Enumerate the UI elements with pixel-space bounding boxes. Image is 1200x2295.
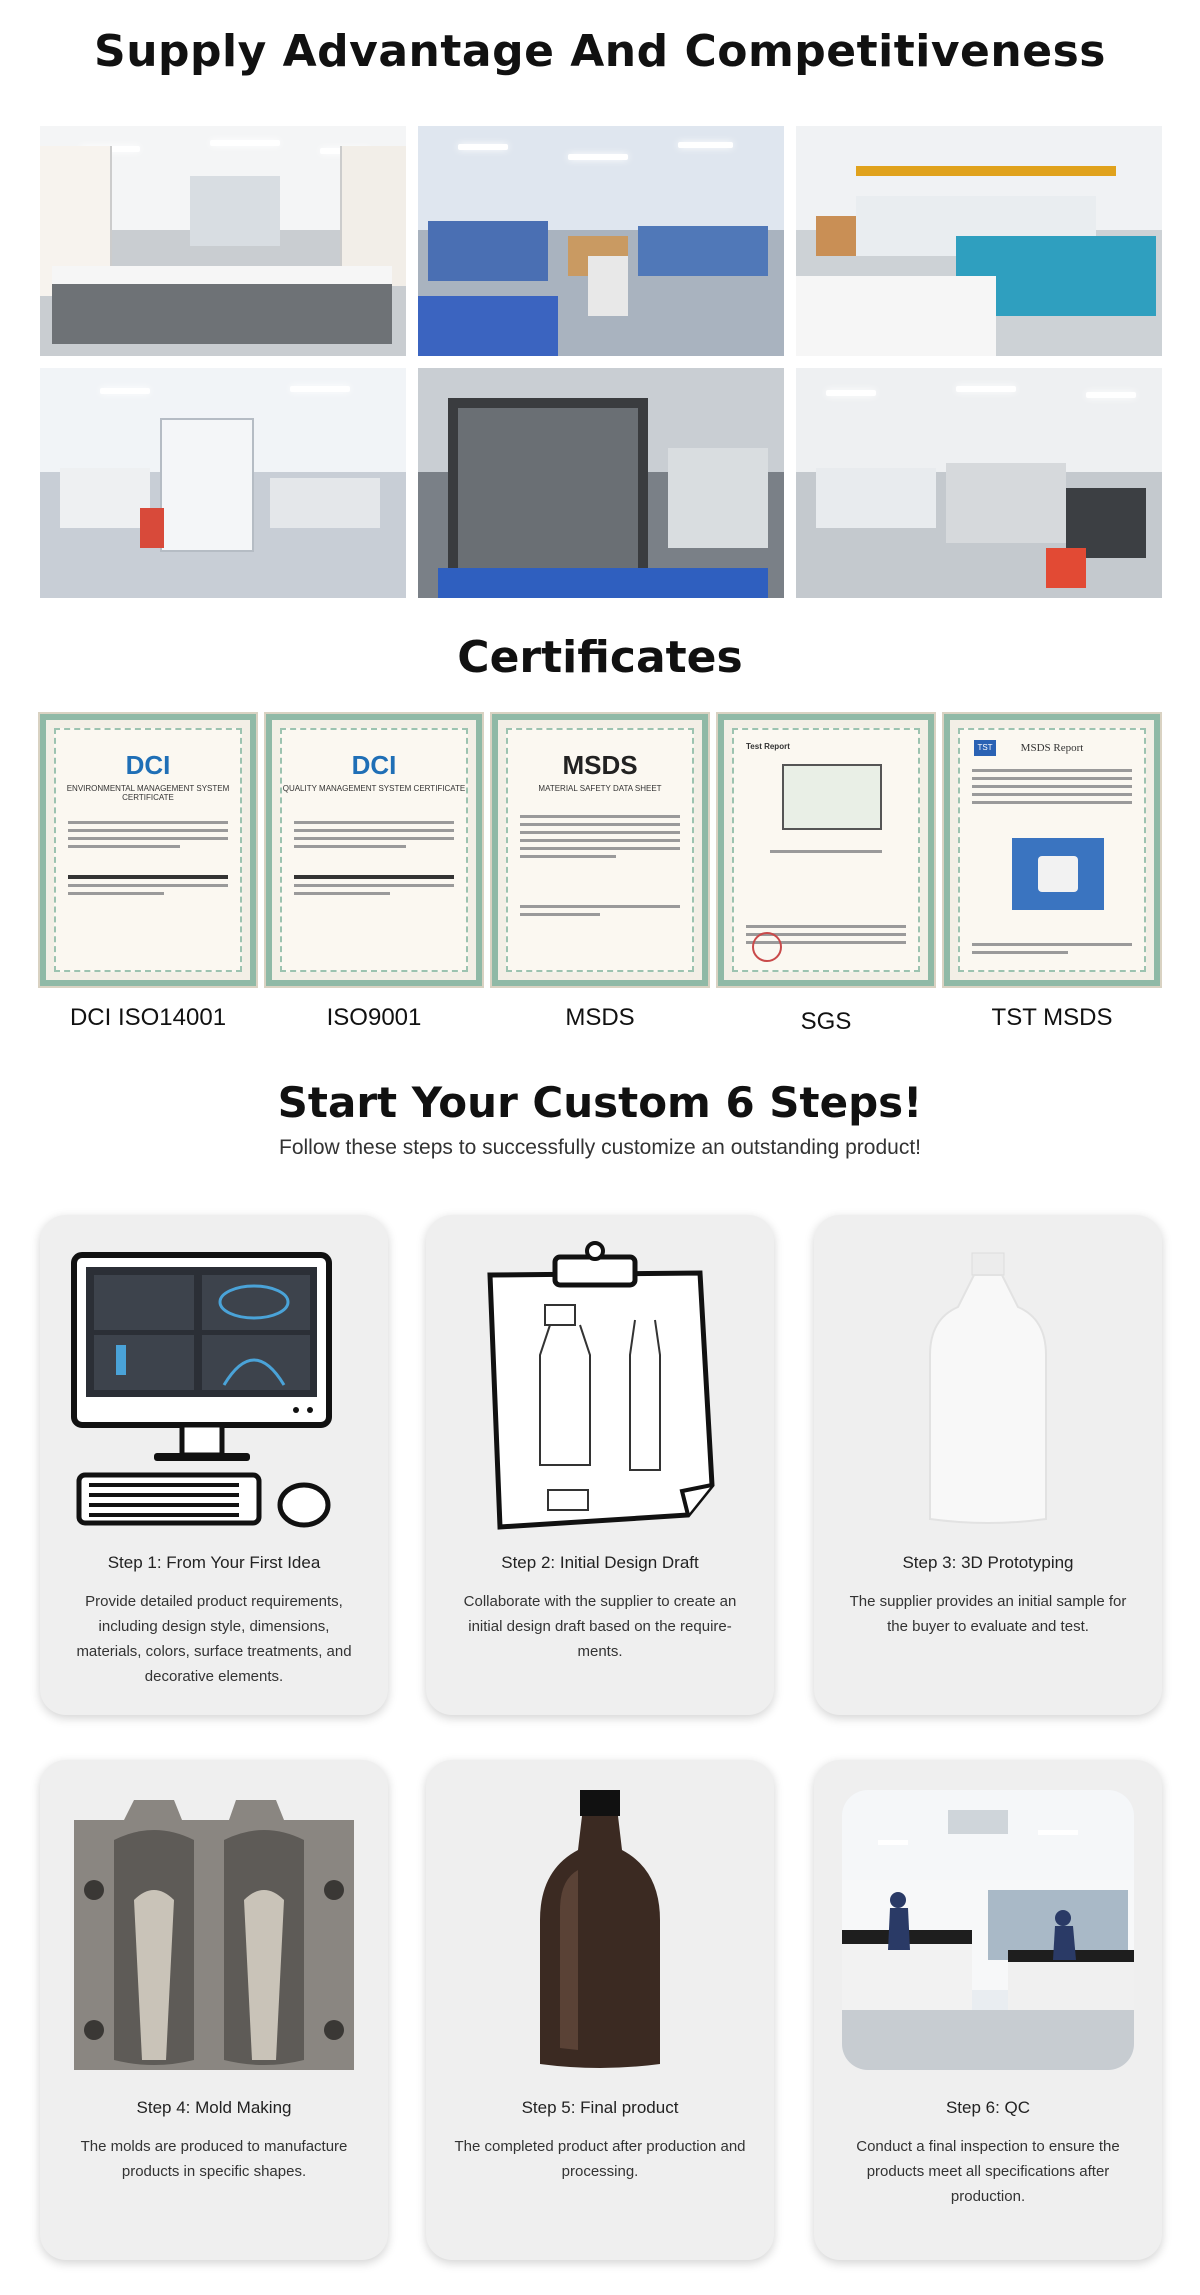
certificate-msds [492, 714, 708, 986]
factory-photo-showroom [40, 126, 406, 356]
certificate-heading: Test Report [746, 742, 790, 751]
step-card-5 [426, 1760, 774, 2260]
step-title: Step 2: Initial Design Draft [501, 1553, 699, 1572]
certificate-tst-msds [944, 714, 1160, 986]
white-bottle-illustration [838, 1235, 1138, 1535]
supply-section-title: Supply Advantage And Competitiveness [94, 26, 1106, 77]
step-card-1 [40, 1215, 388, 1715]
step-card-4 [40, 1760, 388, 2260]
step-card-3 [814, 1215, 1162, 1715]
step-title: Step 4: Mold Making [136, 2098, 292, 2117]
factory-photo-machine [418, 368, 784, 598]
steps-subtitle: Follow these steps to successfully customize an outstanding product! [279, 1136, 921, 1159]
step-card-2 [426, 1215, 774, 1715]
step-card-6 [814, 1760, 1162, 2260]
step-description: The completed product after production and processing. [454, 2138, 746, 2180]
amber-bottle-illustration [450, 1780, 750, 2080]
step-title: Step 5: Final product [521, 2098, 679, 2117]
step-description: Collaborate with the supplier to create an initial design draft based on the require-ments. [463, 1593, 737, 1660]
step-title: Step 6: QC [945, 2098, 1031, 2117]
certificate-logo: DCI [351, 750, 397, 780]
certificate-heading: MSDS Report [1020, 742, 1084, 754]
design-draft-illustration [450, 1235, 750, 1535]
step-description: Conduct a final inspection to ensure the products meet all specifications after production. [856, 2138, 1120, 2205]
factory-photo-automation [40, 368, 406, 598]
mold-illustration [64, 1780, 364, 2080]
steps-section-title: Start Your Custom 6 Steps! [277, 1078, 923, 1127]
computer-illustration [64, 1235, 364, 1535]
certificate-label: TST MSDS [991, 1004, 1113, 1031]
certificate-logo: MSDS [562, 750, 638, 780]
step-title: Step 1: From Your First Idea [107, 1553, 321, 1572]
certificate-label: DCI ISO14001 [69, 1004, 227, 1031]
certificate-heading: ENVIRONMENTAL MANAGEMENT SYSTEM CERTIFICATE [66, 784, 230, 802]
certificate-dci-iso14001 [40, 714, 256, 986]
qc-lab-illustration [838, 1780, 1138, 2080]
certificate-sgs [718, 714, 934, 986]
step-title: Step 3: 3D Prototyping [902, 1553, 1074, 1572]
factory-photo-injection-line [796, 126, 1162, 356]
step-description: The supplier provides an initial sample for the buyer to evaluate and test. [849, 1593, 1127, 1635]
certificate-heading: QUALITY MANAGEMENT SYSTEM CERTIFICATE [282, 784, 466, 793]
step-description: Provide detailed product requirements, including design style, dimensions, materials, colors, surface treatments, and decorative elements. [76, 1593, 352, 1685]
certificate-label: MSDS [565, 1004, 635, 1031]
certificate-label: SGS [800, 1008, 852, 1035]
certificate-logo: TST [974, 740, 996, 756]
certificate-heading: MATERIAL SAFETY DATA SHEET [538, 784, 662, 793]
certificate-label: ISO9001 [326, 1004, 422, 1031]
certificate-iso9001 [266, 714, 482, 986]
certificates-section-title: Certificates [457, 632, 743, 683]
factory-photo-workshop [796, 368, 1162, 598]
step-description: The molds are produced to manufacture products in specific shapes. [80, 2138, 348, 2180]
certificate-logo: DCI [125, 750, 171, 780]
factory-photo-assembly [418, 126, 784, 356]
